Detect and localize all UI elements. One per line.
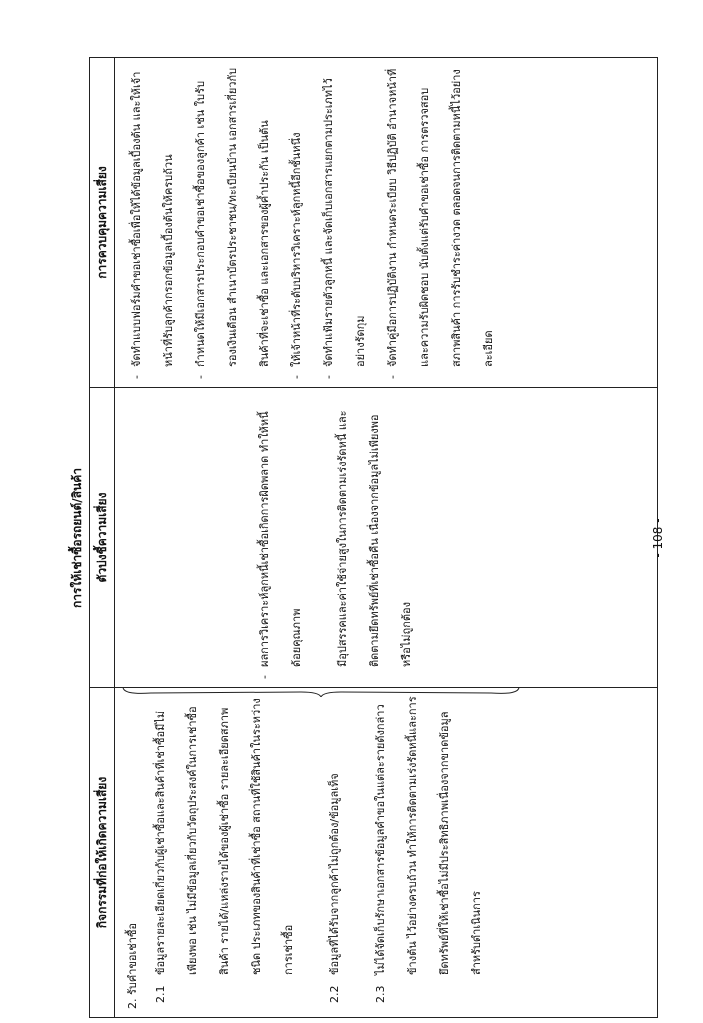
control-text: จัดทำคู่มือการปฏิบัติงาน กำหนดระเบียบ วิธีปฏิบัติ อำนาจหน้าที่และความรับผิดชอบ นับตั้งแต่รับคำขอเช่าซื้อ การตรวจสอบสภาพสินค้า การรับชำระค่างวด ตลอดจนการติดตามหนี้ไว้อย่างละเอียด [386,68,495,367]
control-text: กำหนดให้มีเอกสารประกอบคำขอเช่าซื้อของลูกค้า เช่น ใบรับรองเงินเดือน สำเนาบัตรประชาชน/ทะเบียนบ้าน เอกสารเกี่ยวกับสินค้าที่จะเช่าซื้อ และเอกสารของผู้ค้ำประกัน เป็นต้น [194,67,271,367]
indicator-item [249,396,313,679]
control-item [185,66,281,379]
control-text: จัดทำแฟ้มรายตัวลูกหนี้ และจัดเก็บเอกสารแยกตามประเภทไว้อย่างรัดกุม [322,78,367,367]
activity-item [145,696,305,1009]
header-indicator: ตัวบ่งชี้ความเสี่ยง [90,388,115,688]
activity-cell [115,688,658,1018]
table-header-row [90,58,115,1018]
dash-marker: - [130,375,143,379]
indicator-text: ผลการวิเคราะห์ลูกหนี้เช่าซื้อเกิดการผิดพลาด ทำให้หนี้ด้อยคุณภาพ [258,411,303,667]
item-number: 2.2 [328,985,341,1003]
dash-marker: - [290,375,303,379]
control-cell [115,58,658,388]
header-activity: กิจกรรมที่ก่อให้เกิดความเสี่ยง [90,688,115,1018]
table-row [115,58,658,1018]
item-number: 2.1 [154,985,167,1003]
dash-marker: - [194,375,207,379]
item-number: 2.3 [374,985,387,1003]
control-item [313,66,377,379]
control-text: จัดทำแบบฟอร์มคำขอเช่าซื้อเพื่อให้ได้ข้อมูลเบื้องต้น และให้เจ้าหน้าที่รับลูกค้ากรอกข้อมูลเบื้องต้นให้ครบถ้วน [130,71,175,367]
activity-item [319,696,351,1009]
item-text: ข้อมูลรายละเอียดเกี่ยวกับผู้เช่าซื้อและสินค้าที่เช่าซื้อมีไม่เพียงพอ เช่น ไม่มีข้อมูลเกี่ยวกับวัตถุประสงค์ในการเช่าซื้อสินค้า รายได้/แหล่งรายได้ของผู้เช่าซื้อ รายละเอียดสภาพ ชนิด ประเภทของสินค้าที่เช่าซื้อ สถานที่ใช้สินค้าในระหว่างการเช่าซื้อ [154,698,295,975]
document-title: การให้เช่าซื้อรถยนต์/สินค้า [70,468,84,608]
indicator-cell [115,388,658,688]
item-text: ไม่ได้จัดเก็บรักษาเอกสารข้อมูลคำขอในแต่ละรายดังกล่าวข้างต้น ไว้อย่างครบถ้วน ทำให้การติดตามเร่งรัดหนี้และการยึดทรัพย์ที่ให้เช่าซื้อไม่มีประสิทธิภาพเนื่องจากขาดข้อมูลสำหรับดำเนินการ [374,696,483,975]
control-text: ให้เจ้าหน้าที่ระดับบริหารวิเคราะห์ลูกหนี้อีกชั้นหนึ่ง [290,132,303,367]
indicator-item [327,396,423,679]
control-item [121,66,185,379]
risk-table [89,57,658,1018]
rotated-content [65,58,665,1018]
activity-item [365,696,493,1009]
item-text: ข้อมูลที่ได้รับจากลูกค้าไม่ถูกต้อง/ข้อมูลเท็จ [328,773,341,975]
control-item [281,66,313,379]
header-control: การควบคุมความเสี่ยง [90,58,115,388]
brace-bracket [121,685,521,697]
indicator-text: มีอุปสรรคและค่าใช้จ่ายสูงในการติดตามเร่งรัดหนี้ และติดตามยึดทรัพย์ที่เช่าซื้อคืน เนื่องจากข้อมูลไม่เพียงพอหรือไม่ถูกต้อง [336,410,413,667]
dash-marker: - [258,675,271,679]
section-label: 2. รับคำขอเช่าซื้อ [126,922,139,1009]
page-number: - 108 - [651,518,665,558]
dash-marker: - [322,375,335,379]
control-item [377,66,505,379]
dash-marker [327,667,423,679]
dash-marker: - [386,375,399,379]
